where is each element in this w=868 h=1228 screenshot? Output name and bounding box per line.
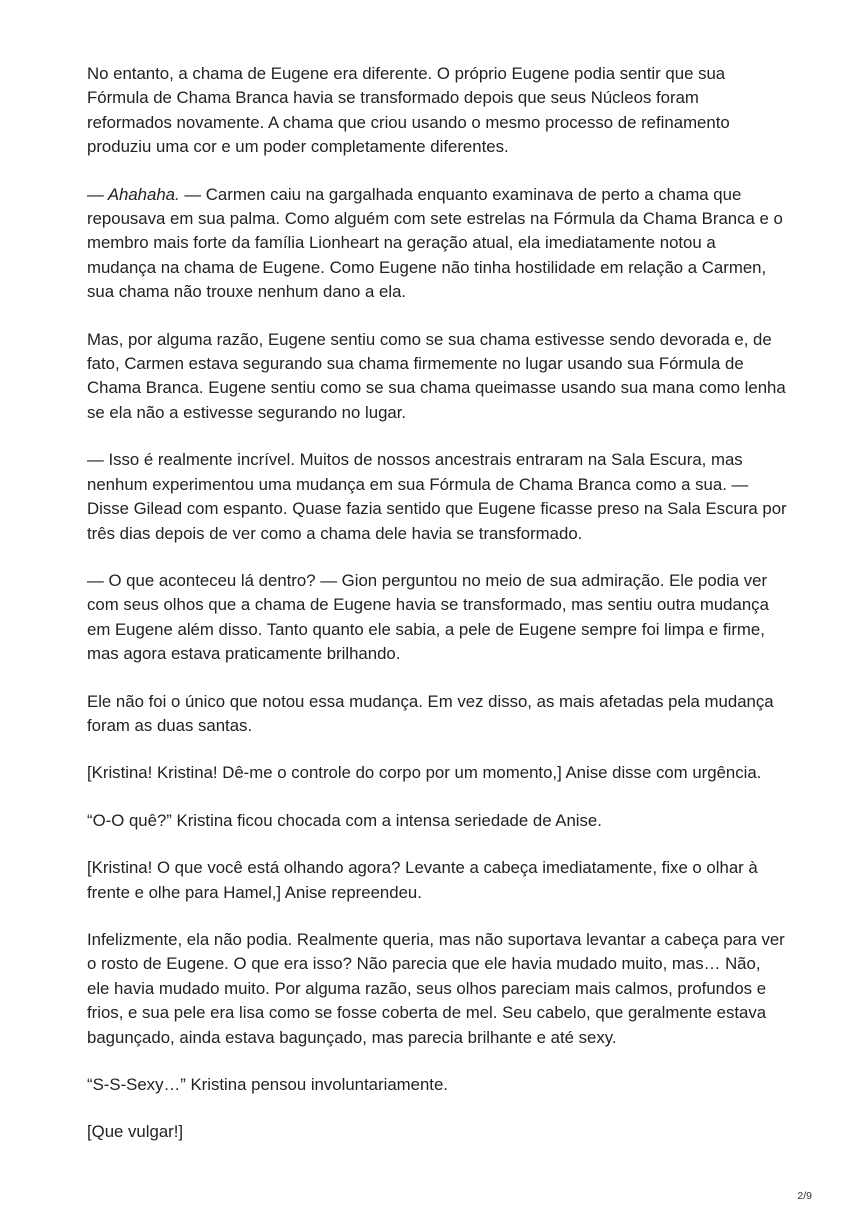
paragraph: Mas, por alguma razão, Eugene sentiu como se sua chama estivesse sendo devorada e, de fato, Carmen estava segurando sua chama firmemente no lugar usando sua Fórmula de Chama Branca. Eugene sentiu como se sua chama queimasse usando sua mana como lenha se ela não a estivesse segurando no lugar. (87, 329, 786, 422)
paragraph (87, 183, 787, 305)
document-body (87, 62, 787, 1168)
paragraph: — Isso é realmente incrível. Muitos de nossos ancestrais entraram na Sala Escura, mas nenhum experimentou uma mudança em sua Fórmula de Chama Branca como a sua. — Disse Gilead com espanto. Quase fazia sentido que Eugene ficasse preso na Sala Escura por três dias depois de ver como a chama dele havia se transformado. (87, 450, 787, 543)
paragraph: [Kristina! Kristina! Dê-me o controle do corpo por um momento,] Anise disse com urgência. (87, 763, 762, 783)
paragraph-italic-lead: — Ahahaha. (87, 184, 180, 204)
paragraph-text: — Carmen caiu na gargalhada enquanto examinava de perto a chama que repousava em sua palma. Como alguém com sete estrelas na Fórmula da Chama Branca e o membro mais forte da família Lionheart na geração atual, ela imediatamente notou a mudança na chama de Eugene. Como Eugene não tinha hostilidade em relação a Carmen, sua chama não trouxe nenhum dano a ela. (87, 184, 783, 302)
paragraph: [Que vulgar!] (87, 1122, 184, 1142)
paragraph: [Kristina! O que você está olhando agora? Levante a cabeça imediatamente, fixe o olhar à frente e olhe para Hamel,] Anise repreendeu. (87, 858, 758, 902)
paragraph: Infelizmente, ela não podia. Realmente queria, mas não suportava levantar a cabeça para ver o rosto de Eugene. O que era isso? Não parecia que ele havia mudado muito, mas… Não, ele havia mudado muito. Por alguma razão, seus olhos pareciam mais calmos, profundos e frios, e sua pele era lisa como se fosse coberta de mel. Seu cabelo, que geralmente estava bagunçado, ainda estava bagunçado, mas parecia brilhante e até sexy. (87, 929, 785, 1047)
page-number: 2/9 (797, 1190, 812, 1202)
paragraph: — O que aconteceu lá dentro? — Gion perguntou no meio de sua admiração. Ele podia ver com seus olhos que a chama de Eugene havia se transformado, mas sentiu outra mudança em Eugene além disso. Tanto quanto ele sabia, a pele de Eugene sempre foi limpa e firme, mas agora estava praticamente brilhando. (87, 570, 769, 664)
paragraph: “O-O quê?” Kristina ficou chocada com a intensa seriedade de Anise. (87, 810, 602, 830)
paragraph: Ele não foi o único que notou essa mudança. Em vez disso, as mais afetadas pela mudança foram as duas santas. (87, 691, 774, 735)
paragraph: No entanto, a chama de Eugene era diferente. O próprio Eugene podia sentir que sua Fórmula de Chama Branca havia se transformado depois que seus Núcleos foram reformados novamente. A chama que criou usando o mesmo processo de refinamento produziu uma cor e um poder completamente diferentes. (87, 64, 730, 157)
paragraph: “S-S-Sexy…” Kristina pensou involuntariamente. (87, 1075, 448, 1094)
